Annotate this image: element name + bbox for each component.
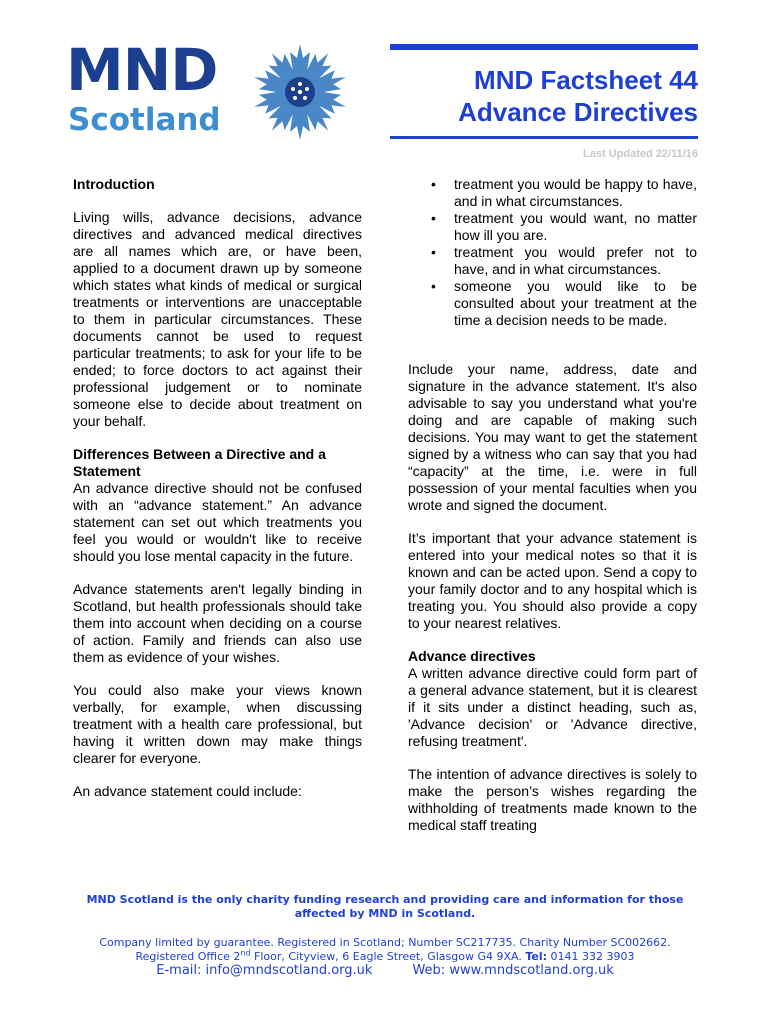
cornflower-icon: [242, 36, 358, 148]
tel-label: Tel:: [525, 950, 548, 963]
list-item: • treatment you would want, no matter how ill you are.: [431, 210, 697, 243]
web-label: Web:: [412, 963, 446, 978]
company-line: Company limited by guarantee. Registered in Scotland; Number SC217735. Charity Number SC002662.: [99, 936, 671, 949]
logo-text-scotland: Scotland: [68, 102, 221, 138]
differences-heading: Differences Between a Directive and a Statement: [73, 446, 326, 479]
verbal-views-paragraph: You could also make your views known verbally, for example, when discussing treatment with a health care professional, but having it written down may make things clearer for everyone.: [73, 682, 362, 766]
advance-directives-heading: Advance directives: [408, 648, 536, 664]
office-line: Registered Office 2nd Floor, Cityview, 6 Eagle Street, Glasgow G4 9XA. Tel: 0141 332 3903: [135, 948, 635, 963]
web-link[interactable]: www.mndscotland.org.uk: [445, 963, 614, 978]
page-title: [392, 64, 698, 128]
title-rule-top: [390, 44, 698, 50]
left-column: [73, 176, 362, 816]
include-details-paragraph: Include your name, address, date and signature in the advance statement. It's also advisable to say you understand what you're doing and are capable of making such decisions. You may want to get the statement signed by a witness who can say that you had “capacity” at the time, i.e. were in full possession of your mental faculties when you wrote and signed the document.: [408, 361, 697, 513]
bullet-icon: •: [431, 210, 436, 226]
differences-paragraph: An advance directive should not be confused with an “advance statement.” An advance statement can set out which treatments you feel you would or wouldn't like to receive should you lose mental capacity in the future.: [73, 480, 362, 564]
statement-include-list: [408, 176, 697, 329]
intention-paragraph: The intention of advance directives is solely to make the person’s wishes regarding the withholding of treatments made known to the medical staff treating: [408, 766, 697, 833]
introduction-paragraph: Living wills, advance decisions, advance directives and advanced medical directives are all names which are, or have been, applied to a document drawn up by someone which states what kinds of medical or surgical treatments or interventions are unacceptable to them in particular circumstances. These documents cannot be used to request particular treatments; to ask for your life to be ended; to force doctors to act against their professional judgement or to nominate someone else to decide about treatment on your behalf.: [73, 209, 362, 429]
list-item: • treatment you would be happy to have, and in what circumstances.: [431, 176, 697, 209]
charity-statement: MND Scotland is the only charity funding research and providing care and information for those affected by MND in Scotland.: [86, 893, 684, 920]
right-column: [408, 176, 697, 850]
email-label: E-mail:: [156, 963, 202, 978]
list-item: • treatment you would prefer not to have, and in what circumstances.: [431, 244, 697, 277]
bullet-icon: •: [431, 176, 436, 192]
company-info: [40, 936, 730, 964]
title-line-2: Advance Directives: [458, 97, 698, 127]
last-updated: Last Updated 22/11/16: [583, 148, 698, 160]
medical-notes-paragraph: It’s important that your advance statement is entered into your medical notes so that it is known and can be acted upon. Send a copy to your family doctor and to any hospital which is treating you. You should also provide a copy to your nearest relatives.: [408, 530, 697, 631]
tel-value: 0141 332 3903: [547, 950, 635, 963]
introduction-heading: Introduction: [73, 176, 155, 192]
logo-text-mnd: MND: [66, 36, 218, 104]
advance-directives-paragraph: A written advance directive could form part of a general advance statement, but it is clearest if it sits under a distinct heading, such as, 'Advance decision' or 'Advance directive, refusing treatment'.: [408, 665, 697, 749]
email-link[interactable]: info@mndscotland.org.uk: [201, 963, 373, 978]
legal-status-paragraph: Advance statements aren't legally binding in Scotland, but health professionals should take them into account when deciding on a course of action. Family and friends can also use them as evidence of your wishes.: [73, 581, 362, 665]
bullet-icon: •: [431, 244, 436, 260]
statement-could-include: An advance statement could include:: [73, 783, 302, 799]
mnd-scotland-logo: [66, 36, 366, 148]
list-item: • someone you would like to be consulted about your treatment at the time a decision needs to be made.: [431, 278, 697, 328]
contact-line: [40, 963, 730, 979]
bullet-icon: •: [431, 278, 436, 294]
title-line-1: MND Factsheet 44: [474, 65, 698, 95]
title-rule-bottom: [390, 136, 698, 139]
